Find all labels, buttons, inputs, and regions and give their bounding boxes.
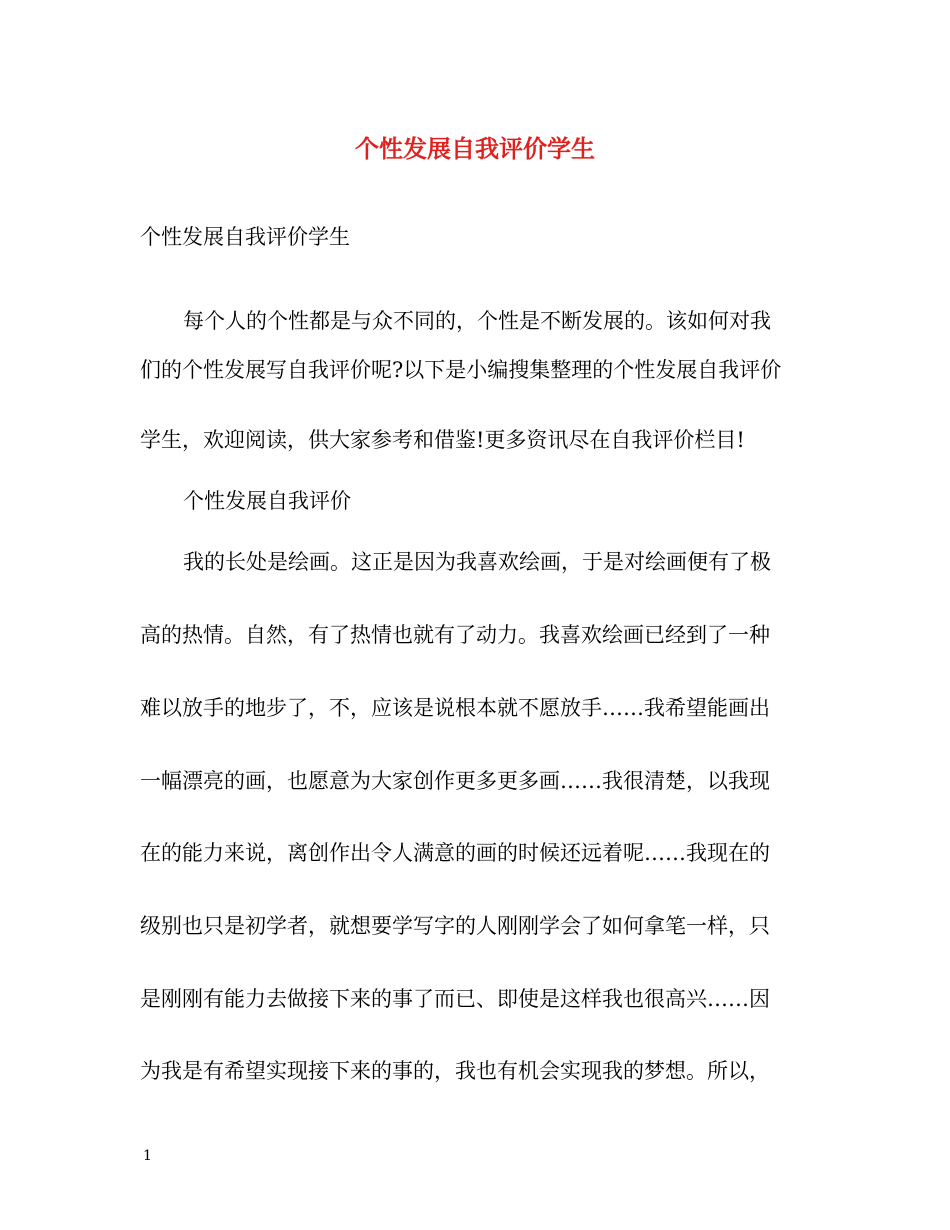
text-line: 难以放手的地步了，不，应该是说根本就不愿放手……我希望能画出	[140, 696, 770, 720]
text-line: 为我是有希望实现接下来的事的，我也有机会实现我的梦想。所以，	[140, 1059, 770, 1083]
text-line: 在的能力来说，离创作出令人满意的画的时候还远着呢……我现在的	[140, 841, 770, 865]
subtitle-line: 个性发展自我评价学生	[140, 225, 350, 249]
text-line: 学生，欢迎阅读，供大家参考和借鉴!更多资讯尽在自我评价栏目!	[140, 428, 745, 452]
document-title: 个性发展自我评价学生	[355, 134, 595, 163]
text-line: 我的长处是绘画。这正是因为我喜欢绘画，于是对绘画便有了极	[183, 550, 771, 574]
section-heading: 个性发展自我评价	[183, 489, 351, 513]
text-line: 是刚刚有能力去做接下来的事了而已、即使是这样我也很高兴……因	[140, 987, 770, 1011]
text-line: 高的热情。自然，有了热情也就有了动力。我喜欢绘画已经到了一种	[140, 623, 770, 647]
text-line: 级别也只是初学者，就想要学写字的人刚刚学会了如何拿笔一样，只	[140, 914, 770, 938]
text-line: 一幅漂亮的画，也愿意为大家创作更多更多画……我很清楚，以我现	[140, 769, 770, 793]
text-line: 每个人的个性都是与众不同的，个性是不断发展的。该如何对我	[183, 309, 771, 333]
text-line: 们的个性发展写自我评价呢?以下是小编搜集整理的个性发展自我评价	[140, 358, 782, 382]
page-number: 1	[143, 1148, 152, 1164]
